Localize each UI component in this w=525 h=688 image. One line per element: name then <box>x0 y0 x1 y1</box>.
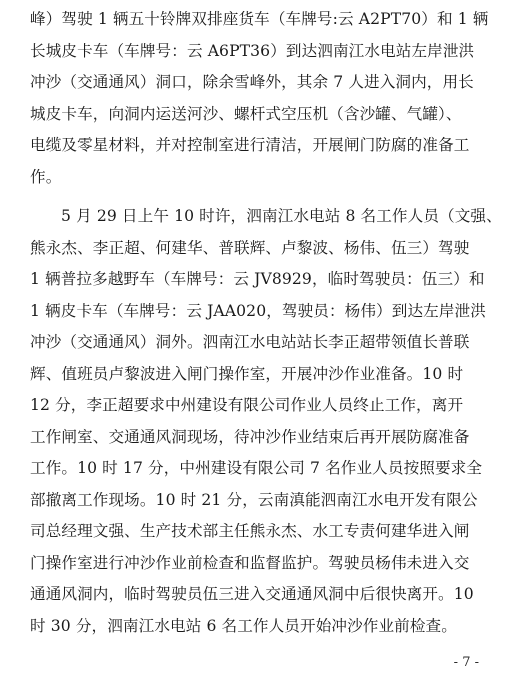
text-line: 时 30 分，泗南江水电站 6 名工作人员开始冲沙作业前检查。 <box>30 616 457 635</box>
text-line: 司总经理文强、生产技术部主任熊永杰、水工专责何建华进入闸 <box>30 522 470 540</box>
text-line: 工作。10 时 17 分，中州建设有限公司 7 名作业人员按照要求全 <box>30 459 483 477</box>
text-line: 5 月 29 日上午 10 时许，泗南江水电站 8 名工作人员（文强、 <box>61 207 502 225</box>
paragraph-1 <box>30 4 498 193</box>
text-line: 峰）驾驶 1 辆五十铃牌双排座货车（车牌号:云 A2PT70）和 1 辆 <box>30 10 489 28</box>
text-line: 1 辆皮卡车（车牌号：云 JAA020，驾驶员：杨伟）到达左岸泄洪 <box>30 301 486 320</box>
paragraph-2 <box>30 201 502 642</box>
text-line: 部撤离工作现场。10 时 21 分，云南滇能泗南江水电开发有限公 <box>30 490 478 509</box>
paragraph-gap <box>30 193 498 201</box>
text-line: 长城皮卡车（车牌号：云 A6PT36）到达泗南江水电站左岸泄洪 <box>30 41 475 60</box>
body-text <box>30 4 502 642</box>
text-line: 通通风洞内，临时驾驶员伍三进入交通通风洞中后很快离开。10 <box>30 585 474 603</box>
text-line: 冲沙（交通通风）洞外。泗南江水电站站长李正超带领值长普联 <box>30 333 470 351</box>
text-line: 12 分，李正超要求中州建设有限公司作业人员终止工作，离开 <box>30 396 464 414</box>
text-line: 1 辆普拉多越野车（车牌号：云 JV8929，临时驾驶员：伍三）和 <box>30 270 485 288</box>
text-line: 电缆及零星材料，并对控制室进行清洁，开展闸门防腐的准备工 <box>30 136 470 154</box>
text-line: 冲沙（交通通风）洞口，除余雪峰外，其余 7 人进入洞内，用长 <box>30 73 474 91</box>
text-line: 城皮卡车，向洞内运送河沙、螺杆式空压机（含沙罐、气罐）、 <box>30 104 462 123</box>
text-line: 辉、值班员卢黎波进入闸门操作室，开展冲沙作业准备。10 时 <box>30 364 464 383</box>
text-line: 作。 <box>30 167 62 186</box>
text-line: 工作闸室、交通通风洞现场，待冲沙作业结束后再开展防腐准备 <box>30 427 470 446</box>
text-line: 熊永杰、李正超、何建华、普联辉、卢黎波、杨伟、伍三）驾驶 <box>30 238 470 257</box>
text-line: 门操作室进行冲沙作业前检查和监督监护。驾驶员杨伟未进入交 <box>30 553 470 572</box>
page-number: - 7 - <box>453 655 479 670</box>
